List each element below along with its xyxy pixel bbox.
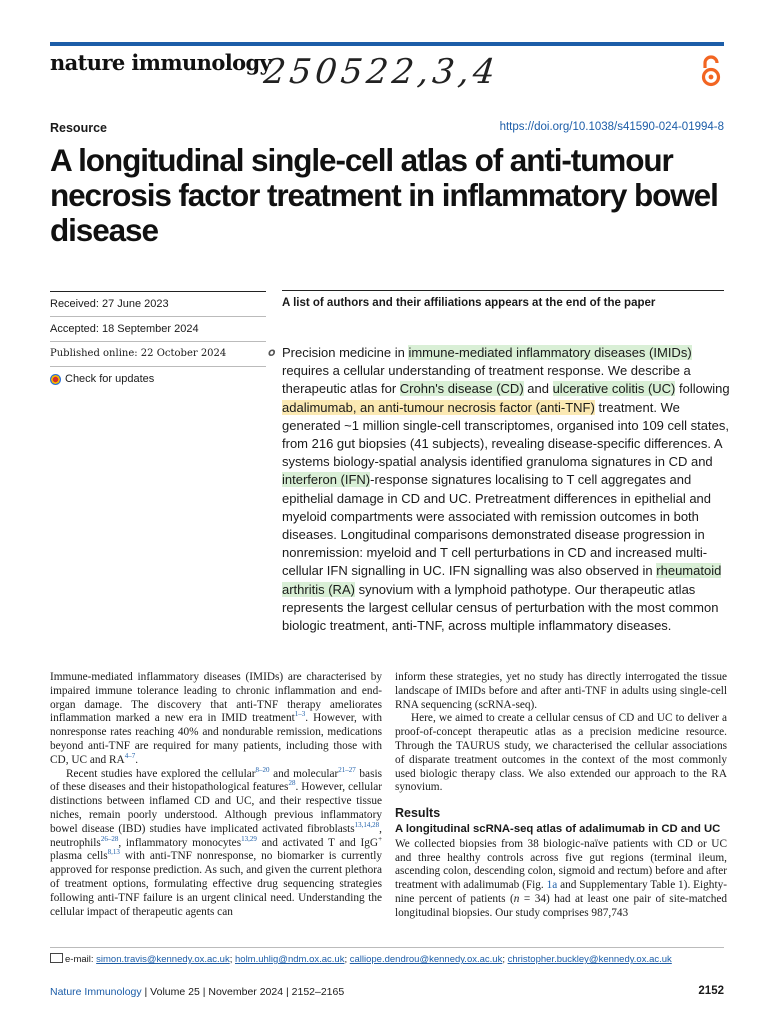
intro-paragraph-3 (395, 671, 727, 712)
footer-journal: Nature Immunology (50, 986, 142, 998)
email-link[interactable]: christopher.buckley@kennedy.ox.ac.uk (507, 954, 672, 965)
body-text: . However, with nonresponse rates reaching 40% and nondurable remission, medications beyond anti-TNF are required for many patients, including those with CD, UC and RA (50, 712, 382, 766)
body-text: inform these strategies, yet no study has directly interrogated the tissue landscape of IMIDs before and after anti-TNF in adults using single-cell RNA sequencing (scRNA-seq). (395, 671, 727, 711)
email-link[interactable]: simon.travis@kennedy.ox.ac.uk (96, 954, 230, 965)
highlight-uc: ulcerative colitis (UC) (552, 381, 676, 397)
citation[interactable]: 4–7 (124, 752, 136, 761)
intro-paragraph-4 (395, 712, 727, 795)
body-text: . However, cellular distinctions between inflamed CD and UC, and their respective tissue niches, remain poorly understood. Although previous inflammatory bowel disease (IBD) studies have implicated activated fibroblasts (50, 781, 382, 835)
body-text: , inflammatory monocytes (118, 836, 242, 849)
highlight-imids: immune-mediated inflammatory diseases (IMIDs) (408, 345, 692, 360)
article-type: Resource (50, 121, 107, 135)
accepted-date: Accepted: 18 September 2024 (50, 316, 266, 335)
abstract-text: requires a cellular understanding of treatment response. We describe a therapeutic atlas for (282, 363, 691, 397)
body-text: with anti-TNF nonresponse, no biomarker is currently approved for response prediction. As such, and given the current plethora of treatment options, formulating effective drug sequencing strategies following anti-TNF failure is an urgent clinical need. Understanding the cellular impact of therapeutic agents can (50, 850, 382, 918)
citation[interactable]: 21–27 (338, 765, 356, 774)
citation[interactable]: 1–3 (294, 710, 306, 719)
mail-icon (50, 953, 63, 963)
body-text: = 34) had at least one pair of site-matched longitudinal biopsies. Our study comprises 987,743 (395, 892, 728, 919)
superscript-plus: + (378, 834, 383, 843)
check-updates-label: Check for updates (65, 373, 155, 385)
citation[interactable]: 8,13 (107, 848, 120, 857)
highlight-ifn: interferon (IFN) (282, 472, 371, 488)
body-text: Here, we aimed to create a cellular census of CD and UC to deliver a proof-of-concept therapeutic atlas as a precision medicine resource. Through the TAURUS study, we characterised the cellular associations of disparate treatment outcomes in the context of the most commonly used biologic therapy class. We also extended our approach to the RA synovium. (395, 712, 727, 794)
results-paragraph-1 (395, 838, 727, 921)
body-text: . (135, 753, 139, 766)
body-text: We collected biopsies from 38 biologic-naïve patients with CD or UC and three healthy controls across five gut regions (terminal ileum, ascending colon, descending colon, sigmoid and rectum) before and after treatment with adalimumab (Fig. (395, 837, 727, 892)
figure-link[interactable]: 1a (546, 879, 558, 892)
journal-name: nature immunology (50, 50, 272, 75)
results-heading: Results (395, 806, 441, 821)
email-prefix: e-mail: (65, 954, 97, 965)
citation[interactable]: 28 (288, 779, 296, 788)
body-text: basis of these diseases and their histopathological features (50, 767, 383, 794)
intro-paragraph-2 (50, 765, 383, 920)
received-date: Received: 27 June 2023 (50, 291, 266, 310)
check-updates-box (50, 366, 266, 399)
body-text: Immune-mediated inflammatory diseases (IMIDs) are characterised by impaired immune tolerance leading to chronic inflammation and end-organ damage. The discovery that anti-TNF therapy ameliorates inflammation marked a new era in IMID treatment (50, 671, 382, 725)
email-link[interactable]: holm.uhlig@ndm.ox.ac.uk (235, 954, 345, 965)
body-column-2 (395, 671, 727, 921)
abstract-text: following (675, 381, 730, 397)
intro-paragraph-1 (50, 671, 382, 768)
article-title: A longitudinal single-cell atlas of anti-tumour necrosis factor treatment in inflammatory bowel disease (50, 142, 718, 248)
citation[interactable]: 8–20 (255, 765, 270, 774)
header-rule (50, 42, 724, 46)
citation[interactable]: 13,29 (241, 834, 257, 843)
published-date: Published online: 22 October 2024 (50, 341, 266, 359)
body-text: and Supplementary Table 1). Eighty-nine percent of patients ( (395, 879, 727, 905)
body-text: and molecular (269, 767, 339, 780)
body-text: n (513, 892, 520, 905)
body-column-1 (50, 671, 382, 919)
page-number: 2152 (698, 985, 724, 997)
footer-volume: | Volume 25 | November 2024 | 2152–2165 (141, 986, 345, 998)
authors-note: A list of authors and their affiliations appears at the end of the paper (282, 297, 656, 309)
abstract-text: synovium with a lymphoid pathotype. Our therapeutic atlas represents the largest cellular census of perturbation with the most common biologic treatment, anti-TNF, across multiple inflammatory diseases. (282, 581, 719, 634)
annotation-leaf-icon: 𝒐 (268, 345, 276, 359)
crossmark-icon (50, 374, 61, 385)
doi-link[interactable]: https://doi.org/10.1038/s41590-024-01994-8 (499, 121, 724, 133)
handwritten-annotation: 250522,3,4 (261, 52, 501, 92)
footnote-rule (50, 947, 724, 948)
results-subheading: A longitudinal scRNA-seq atlas of adalimumab in CD and UC (395, 822, 721, 835)
body-text: , neutrophils (50, 822, 382, 849)
footer-citation (50, 986, 344, 998)
open-access-icon[interactable] (698, 54, 724, 88)
email-link[interactable]: calliope.dendrou@kennedy.ox.ac.uk (349, 954, 503, 965)
correspondence-emails (50, 952, 672, 965)
citation[interactable]: 26–28 (100, 834, 119, 843)
body-text: plasma cells (50, 850, 108, 863)
highlight-cd: Crohn's disease (CD) (399, 381, 524, 397)
separator: ; (344, 954, 350, 965)
body-text: Recent studies have explored the cellular (66, 767, 256, 780)
authors-rule (282, 290, 724, 291)
abstract-text: treatment. We generated ~1 million single-cell transcriptomes, organised into 109 cell states, from 216 gut biopsies (41 subjects), revealing disease-specific differences. A systems biology-spatial analysis identified granuloma signatures in CD and (282, 399, 729, 470)
abstract (282, 344, 732, 635)
separator: ; (502, 954, 508, 965)
abstract-text: -response signatures localising to T cell aggregates and epithelial damage in CD and UC. Pretreatment differences in epithelial and myeloid compartments were associated with remission outcomes in both diseases. Longitudinal comparisons demonstrated disease progression in nonremission: myeloid and T cell perturbations in CD and increased multi-cellular IFN signalling in UC. IFN signalling was also observed in (282, 472, 712, 579)
check-updates-button[interactable] (50, 373, 154, 385)
body-text: and activated T and IgG (256, 836, 379, 849)
highlight-ra: rheumatoid arthritis (RA) (282, 563, 722, 597)
citation[interactable]: 13,14,28 (354, 821, 380, 829)
abstract-text: and (523, 381, 553, 397)
abstract-text: Precision medicine in (282, 345, 409, 360)
highlight-adalimumab: adalimumab, an anti-tumour necrosis factor (anti-TNF) (282, 399, 595, 415)
separator: ; (229, 954, 235, 965)
